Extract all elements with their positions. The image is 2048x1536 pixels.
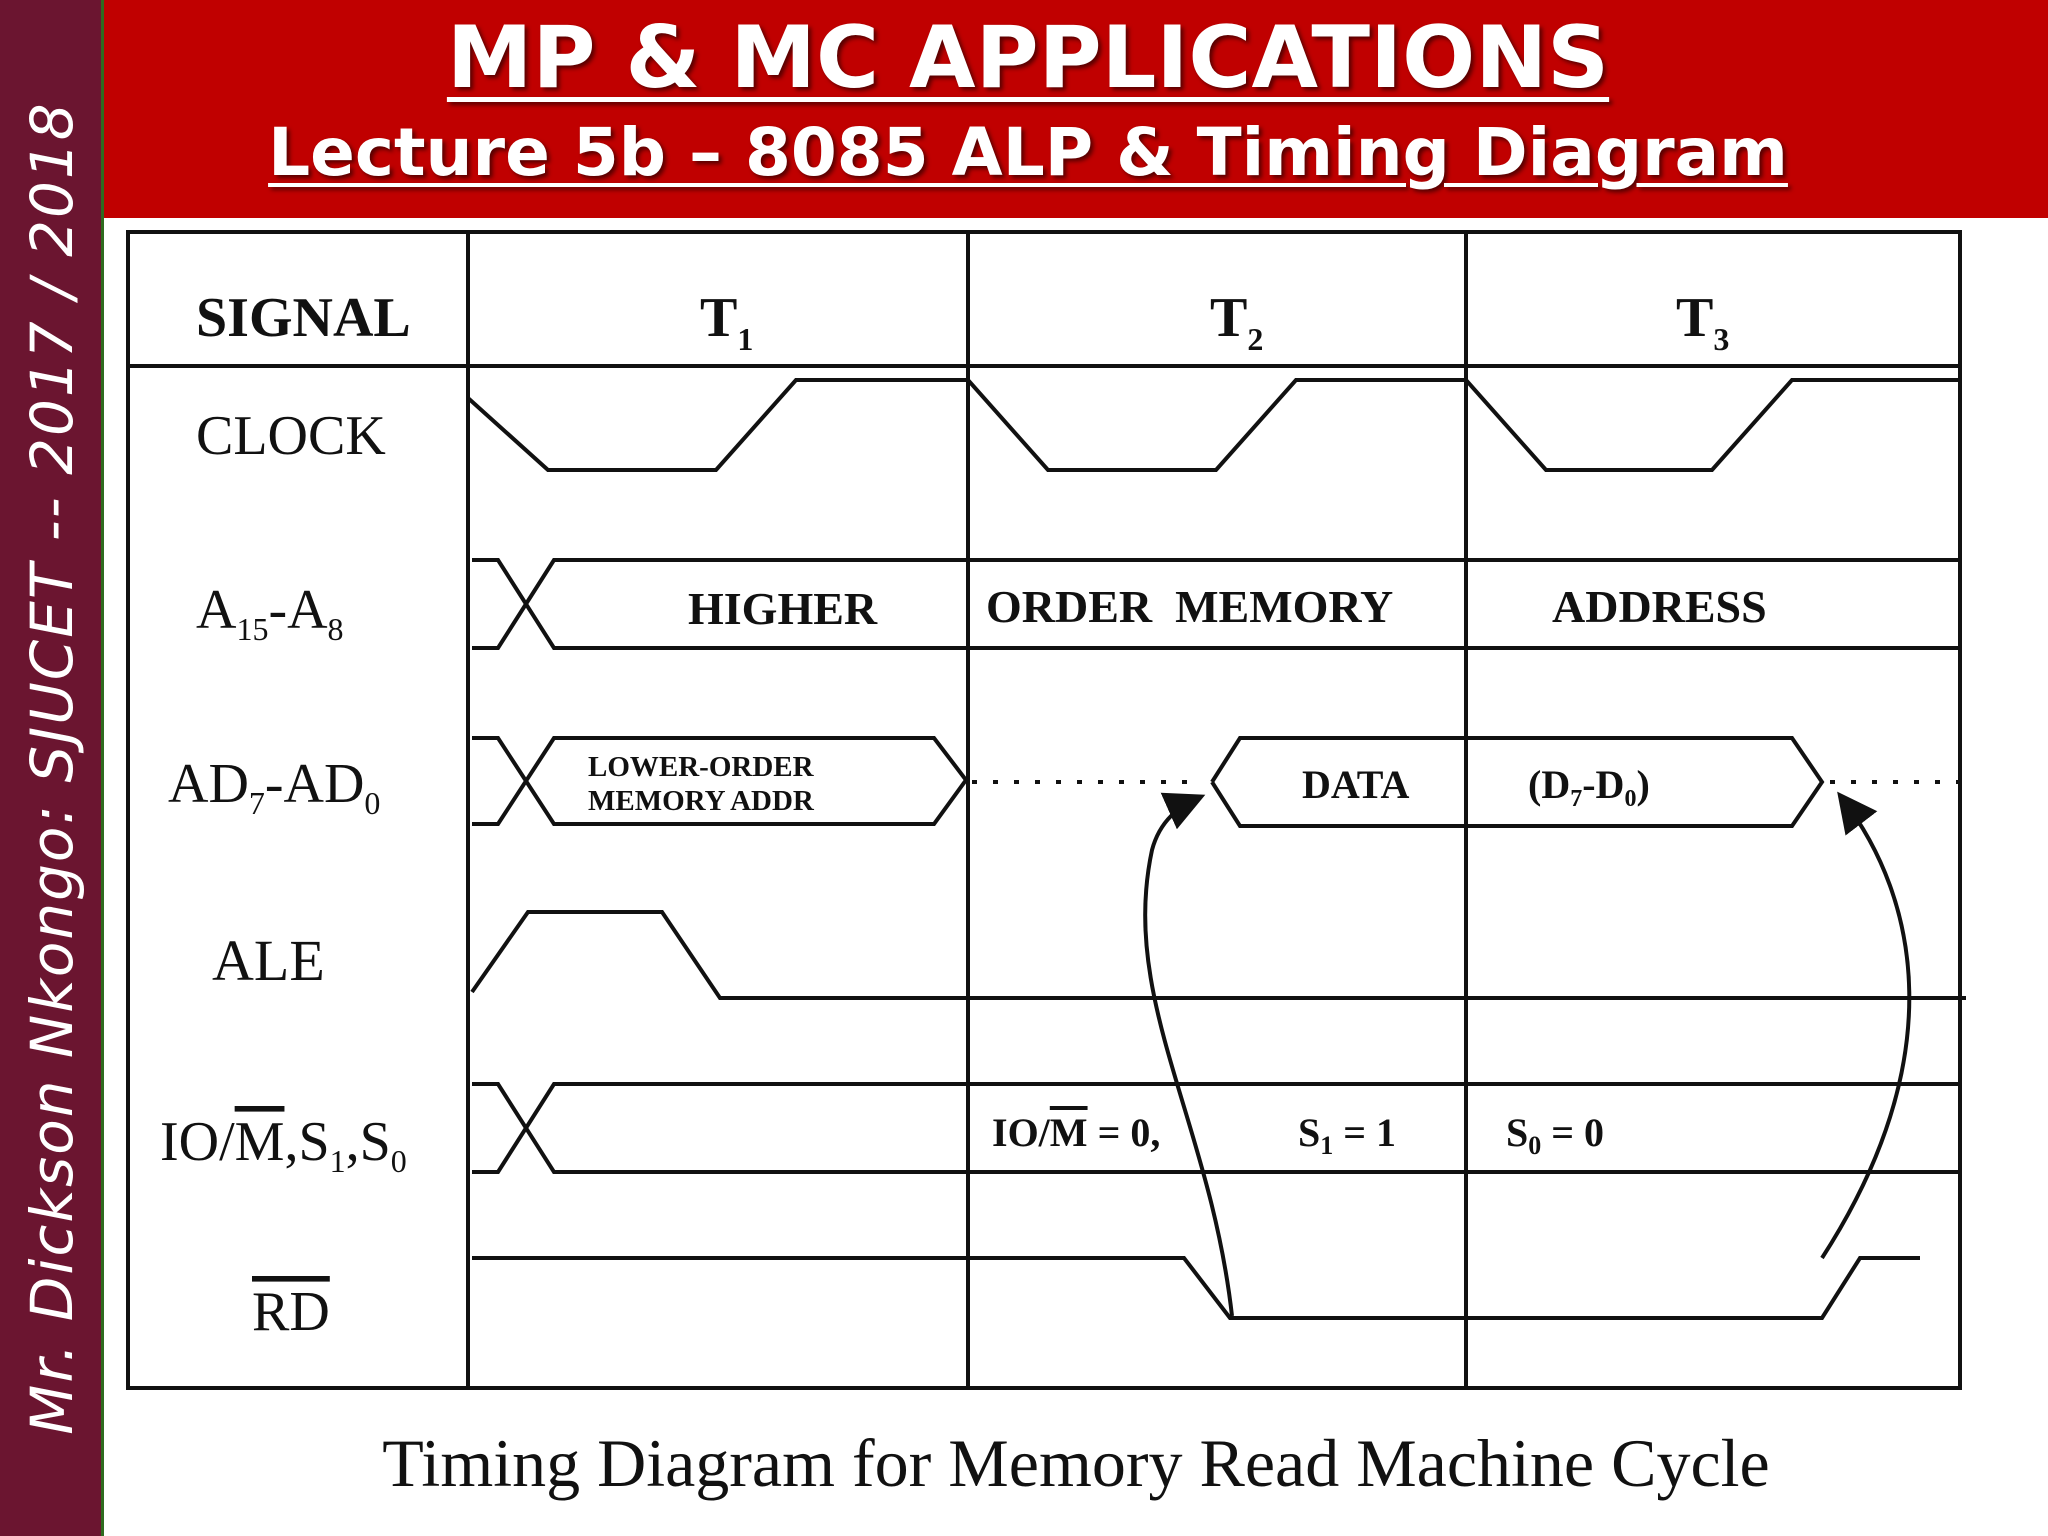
- signal-ale: ALE: [212, 928, 325, 993]
- author-credit: Mr. Dickson Nkongo: SJUCET -- 2017 / 2018: [18, 101, 86, 1435]
- label-lower-order: LOWER-ORDER: [588, 751, 814, 783]
- signal-io-m-s1-s0: $IO/M,S_1,S_0$: [160, 1111, 407, 1179]
- slide-title: MP & MC APPLICATIONS: [446, 8, 1610, 108]
- label-s0-value: $S_0 = 0$: [1506, 1110, 1605, 1160]
- signal-clock: CLOCK: [196, 405, 386, 467]
- label-data: DATA: [1302, 762, 1410, 807]
- status-bus-top: [472, 1084, 1960, 1172]
- slide-subtitle: Lecture 5b – 8085 ALP & Timing Diagram: [268, 114, 1788, 191]
- rd-end-arrow: [1822, 798, 1909, 1258]
- label-order-memory: ORDER MEMORY: [986, 581, 1394, 632]
- header-signal: SIGNAL: [196, 287, 411, 349]
- clock-waveform: [468, 380, 1960, 470]
- rd-waveform: [472, 1258, 1920, 1318]
- signal-rd: RD: [252, 1281, 330, 1343]
- status-bus-bottom: [472, 1084, 1960, 1172]
- label-io-m-value: IO/M = 0,: [992, 1110, 1161, 1155]
- label-memory-addr: MEMORY ADDR: [588, 785, 814, 817]
- label-higher: HIGHER: [688, 583, 878, 634]
- table-frame: [128, 232, 1960, 1388]
- header-t1: $T_1$: [700, 287, 754, 357]
- diagram-caption: Timing Diagram for Memory Read Machine Cycle: [382, 1425, 1770, 1501]
- label-s1-value: $S_1 = 1$: [1298, 1110, 1397, 1160]
- label-d7-d0: $(D_7-D_0)$: [1528, 762, 1650, 812]
- signal-ad7-ad0: $AD_7-AD_0$: [168, 753, 381, 821]
- ale-waveform: [472, 912, 1966, 998]
- label-address: ADDRESS: [1552, 581, 1767, 632]
- signal-a15-a8: $A_{15}-A_8$: [196, 579, 344, 647]
- rd-to-data-arrow: [1145, 798, 1232, 1316]
- header-t2: $T_2$: [1210, 287, 1264, 357]
- header-t3: $T_3$: [1676, 287, 1730, 357]
